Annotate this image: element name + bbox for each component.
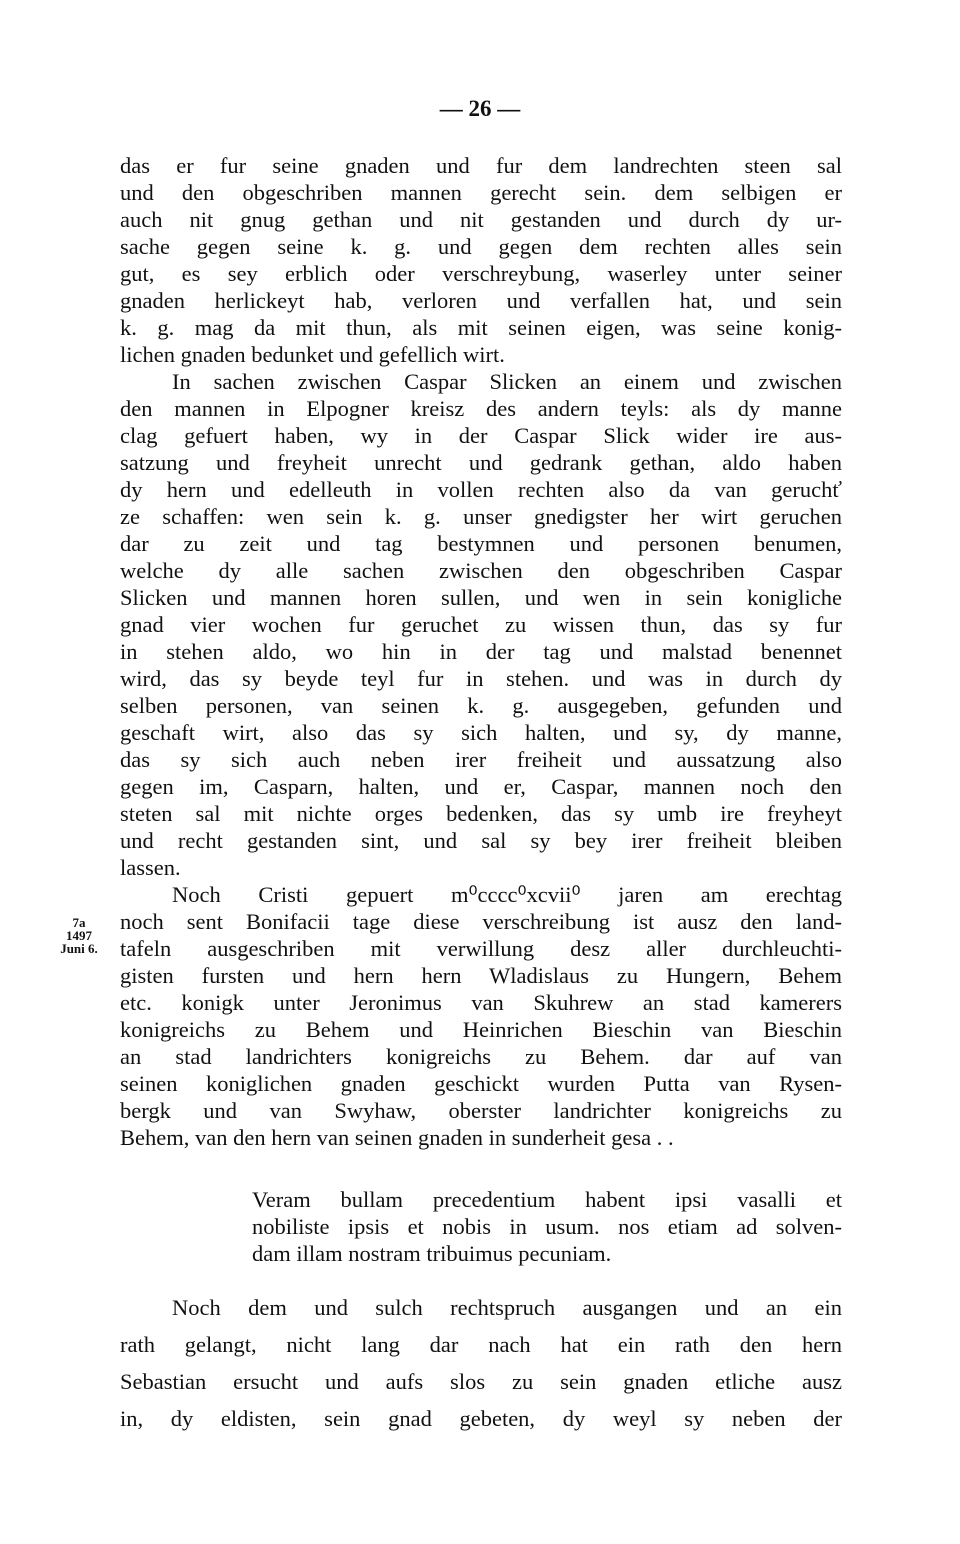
text-line: an stad landrichters konigreichs zu Behem. dar auf van <box>120 1044 842 1069</box>
text-line: welche dy alle sachen zwischen den obgeschriben Caspar <box>120 558 842 583</box>
page-number: — 26 — <box>439 96 521 121</box>
margin-note-line: 7a <box>72 915 86 930</box>
text-line: seinen koniglichen gnaden geschickt wurden Putta van Rysen- <box>120 1071 842 1096</box>
text-line: Noch dem und sulch rechtspruch ausgangen und an ein <box>172 1295 842 1320</box>
text-line: dam illam nostram tribuimus pecuniam. <box>252 1241 612 1266</box>
text-line: auch nit gnug gethan und nit gestanden und durch dy ur- <box>120 207 842 232</box>
main-text-block <box>120 152 842 1151</box>
text-line: und den obgeschriben mannen gerecht sein. dem selbigen er <box>120 180 842 205</box>
text-line: gnad vier wochen fur geruchet zu wissen thun, das sy fur <box>120 612 842 637</box>
text-line: lichen gnaden bedunket und gefellich wirt. <box>120 342 505 367</box>
text-line: satzung und freyheit unrecht und gedrank gethan, aldo haben <box>120 450 842 475</box>
text-line: Sebastian ersucht und aufs slos zu sein gnaden etliche ausz <box>120 1369 842 1394</box>
text-line: gegen im, Casparn, halten, und er, Caspar, mannen noch den <box>120 774 842 799</box>
text-line: nobiliste ipsis et nobis in usum. nos etiam ad solven- <box>252 1214 842 1239</box>
text-line: dy hern und edelleuth in vollen rechten also da van geruchť <box>120 477 842 502</box>
text-line: ze schaffen: wen sein k. g. unser gnedigster her wirt geruchen <box>120 504 842 529</box>
text-line: steten sal mit nichte orges bedenken, das sy umb ire freyheyt <box>120 801 842 826</box>
text-line: in, dy eldisten, sein gnad gebeten, dy weyl sy neben der <box>120 1406 842 1431</box>
margin-note-line: 1497 <box>66 928 92 943</box>
text-line: gisten fursten und hern hern Wladislaus zu Hungern, Behem <box>120 963 842 988</box>
closing-text-block <box>120 1289 842 1437</box>
text-line: gnaden herlickeyt hab, verloren und verfallen hat, und sein <box>120 288 842 313</box>
text-line: wird, das sy beyde teyl fur in stehen. und was in durch dy <box>120 666 842 691</box>
text-line: dar zu zeit und tag bestymnen und personen benumen, <box>120 531 842 556</box>
text-line: sache gegen seine k. g. und gegen dem rechten alles sein <box>120 234 842 259</box>
text-line: und recht gestanden sint, und sal sy bey irer freiheit bleiben <box>120 828 842 853</box>
text-line: das sy sich auch neben irer freiheit und aussatzung also <box>120 747 842 772</box>
text-line: gut, es sey erblich oder verschreybung, waserley unter seiner <box>120 261 842 286</box>
text-line: Veram bullam precedentium habent ipsi vasalli et <box>252 1187 842 1212</box>
text-line: clag gefuert haben, wy in der Caspar Slick wider ire aus- <box>120 423 842 448</box>
latin-quote-block <box>252 1186 842 1267</box>
text-line: in stehen aldo, wo hin in der tag und malstad benennet <box>120 639 842 664</box>
margin-note-line: Juni 6. <box>60 941 98 956</box>
text-line: selben personen, van seinen k. g. ausgegeben, gefunden und <box>120 693 842 718</box>
text-line: etc. konigk unter Jeronimus van Skuhrew an stad kamerers <box>120 990 842 1015</box>
text-line: den mannen in Elpogner kreisz des andern teyls: als dy manne <box>120 396 842 421</box>
text-line: geschaft wirt, also das sy sich halten, und sy, dy manne, <box>120 720 842 745</box>
text-line: konigreichs zu Behem und Heinrichen Bieschin van Bieschin <box>120 1017 842 1042</box>
text-line: das er fur seine gnaden und fur dem landrechten steen sal <box>120 153 842 178</box>
text-line: k. g. mag da mit thun, als mit seinen eigen, was seine konig- <box>120 315 842 340</box>
text-line: rath gelangt, nicht lang dar nach hat ein rath den hern <box>120 1332 842 1357</box>
text-line: bergk und van Swyhaw, oberster landrichter konigreichs zu <box>120 1098 842 1123</box>
text-line: lassen. <box>120 855 181 880</box>
text-line: tafeln ausgeschriben mit verwillung desz aller durchleuchti- <box>120 936 842 961</box>
text-line: Slicken und mannen horen sullen, und wen in sein konigliche <box>120 585 842 610</box>
text-line: Noch Cristi gepuert m⁰cccc⁰xcvii⁰ jaren am erechtag <box>172 882 842 907</box>
text-line: Behem, van den hern van seinen gnaden in sunderheit gesa . . <box>120 1125 674 1150</box>
margin-date-note <box>44 916 114 955</box>
text-line: noch sent Bonifacii tage diese verschreibung ist ausz den land- <box>120 909 842 934</box>
text-line: In sachen zwischen Caspar Slicken an einem und zwischen <box>172 369 842 394</box>
